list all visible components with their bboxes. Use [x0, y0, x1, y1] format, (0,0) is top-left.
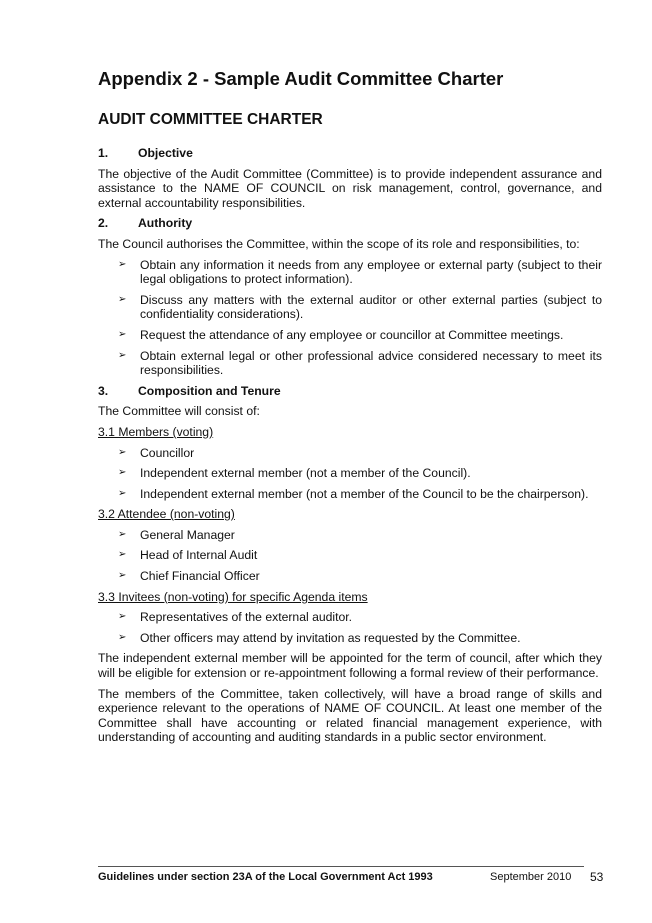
invitees-subheading: 3.3 Invitees (non-voting) for specific Agenda items [98, 589, 368, 604]
list-item [98, 446, 602, 461]
arrow-bullet-icon: ➢ [118, 467, 127, 479]
list-item-text: Obtain external legal or other professional advice considered necessary to meet its responsibilities. [140, 348, 602, 378]
document-body [98, 146, 602, 751]
arrow-bullet-icon: ➢ [118, 293, 127, 305]
section-heading-authority [98, 216, 602, 231]
list-item-text: Chief Financial Officer [140, 569, 260, 584]
tenure-paragraph: The independent external member will be appointed for the term of council, after which they will be eligible for extension or re-appointment following a formal review of their performance. [98, 651, 602, 681]
list-item [98, 487, 602, 502]
objective-paragraph: The objective of the Audit Committee (Committee) is to provide independent assurance and assistance to the NAME OF COUNCIL on risk management, control, governance, and external accountability responsibilities. [98, 166, 602, 210]
section-number: 2. [98, 216, 109, 231]
list-item [98, 328, 602, 343]
list-item-text: Obtain any information it needs from any employee or external party (subject to their legal obligations to protect information). [140, 257, 602, 287]
list-item [98, 548, 602, 563]
attendee-subheading: 3.2 Attendee (non-voting) [98, 507, 235, 522]
skills-paragraph: The members of the Committee, taken collectively, will have a broad range of skills and experience relevant to the operations of NAME OF COUNCIL. At least one member of the Committee shall have accounting or related financial management experience, with understanding of accounting and auditing standards in a public sector environment. [98, 686, 602, 745]
footer-source: Guidelines under section 23A of the Local Government Act 1993 [98, 871, 433, 883]
list-item [98, 610, 602, 625]
arrow-bullet-icon: ➢ [118, 446, 127, 458]
list-item [98, 293, 602, 322]
list-item-text: Councillor [140, 445, 195, 460]
arrow-bullet-icon: ➢ [118, 549, 127, 561]
arrow-bullet-icon: ➢ [118, 570, 127, 582]
arrow-bullet-icon: ➢ [118, 611, 127, 623]
list-item-text: Representatives of the external auditor. [140, 610, 353, 625]
list-item-text: Request the attendance of any employee or councillor at Committee meetings. [140, 327, 564, 342]
arrow-bullet-icon: ➢ [118, 258, 127, 270]
list-item [98, 349, 602, 378]
arrow-bullet-icon: ➢ [118, 328, 127, 340]
list-item-text: General Manager [140, 527, 235, 542]
list-item-text: Independent external member (not a member of the Council). [140, 466, 471, 481]
list-item [98, 569, 602, 584]
list-item [98, 631, 602, 646]
list-item [98, 528, 602, 543]
section-heading-objective [98, 146, 602, 161]
section-title: Composition and Tenure [138, 383, 281, 398]
section-title: Objective [138, 146, 193, 160]
list-item-text: Head of Internal Audit [140, 548, 258, 563]
arrow-bullet-icon: ➢ [118, 528, 127, 540]
footer-divider [98, 866, 584, 867]
arrow-bullet-icon: ➢ [118, 487, 127, 499]
arrow-bullet-icon: ➢ [118, 349, 127, 361]
arrow-bullet-icon: ➢ [118, 631, 127, 643]
list-item [98, 258, 602, 287]
invitees-list [98, 610, 602, 645]
section-title: Authority [138, 216, 193, 231]
composition-intro: The Committee will consist of: [98, 404, 260, 419]
charter-heading: AUDIT COMMITTEE CHARTER [98, 111, 323, 128]
attendee-list [98, 528, 602, 584]
section-number: 1. [98, 146, 109, 160]
page-number: 53 [590, 870, 604, 884]
members-subheading: 3.1 Members (voting) [98, 424, 214, 439]
list-item-text: Independent external member (not a member of the Council to be the chairperson). [140, 486, 589, 501]
section-number: 3. [98, 383, 109, 398]
authority-intro: The Council authorises the Committee, within the scope of its role and responsibilities, to: [98, 236, 580, 251]
members-list [98, 446, 602, 502]
list-item-text: Discuss any matters with the external auditor or other external parties (subject to confidentiality considerations). [140, 292, 602, 322]
authority-list [98, 258, 602, 378]
footer-date: September 2010 [490, 871, 572, 883]
list-item [98, 466, 602, 481]
section-heading-composition [98, 384, 602, 399]
list-item-text: Other officers may attend by invitation as requested by the Committee. [140, 630, 521, 645]
page-title: Appendix 2 - Sample Audit Committee Charter [98, 68, 504, 89]
